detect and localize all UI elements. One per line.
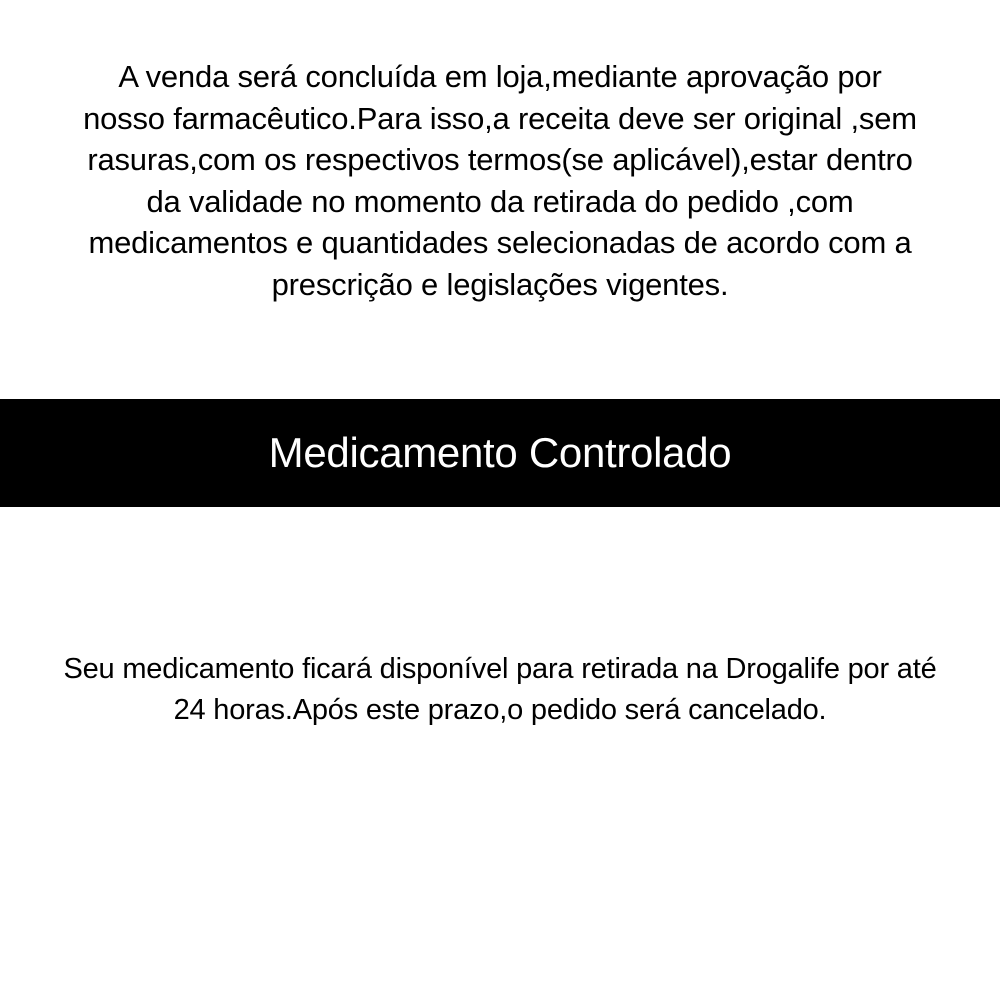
controlled-medicine-banner <box>0 399 1000 507</box>
intro-paragraph: A venda será concluída em loja,mediante aprovação por nosso farmacêutico.Para isso,a receita deve ser original ,sem rasuras,com os respectivos termos(se aplicável),estar dentro da validade no momento da retirada do pedido ,com medicamentos e quantidades selecionadas de acordo com a prescrição e legislações vigentes. <box>83 59 917 302</box>
pickup-note-paragraph: Seu medicamento ficará disponível para retirada na Drogalife por até 24 horas.Após este prazo,o pedido será cancelado. <box>63 653 937 726</box>
intro-section <box>0 0 1000 305</box>
pickup-note-section <box>0 649 1000 731</box>
spacer-above-banner <box>0 305 1000 399</box>
spacer-below-banner <box>0 507 1000 649</box>
banner-title: Medicamento Controlado <box>268 429 732 476</box>
